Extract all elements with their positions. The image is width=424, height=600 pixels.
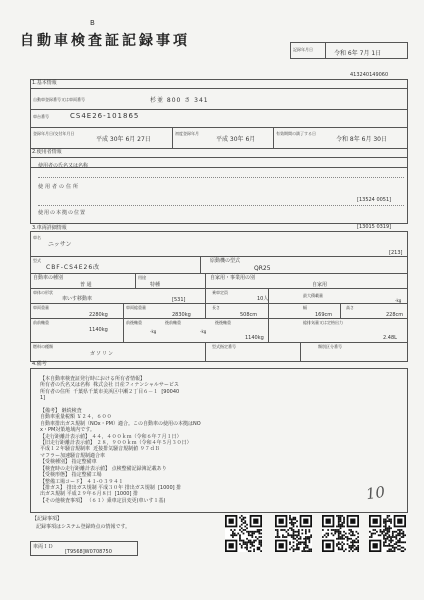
chassis-number-label: 車台番号 xyxy=(33,114,49,119)
max-load-label: 最大積載量 xyxy=(303,293,323,298)
body-shape-code: [531] xyxy=(172,297,186,303)
category-number-label: 型式指定番号 xyxy=(212,344,236,349)
business-type-label: 自家用・事業用の別 xyxy=(210,275,256,281)
remarks-line: 【本自動車検査証発行時における所有者情報】 xyxy=(40,376,146,382)
displacement-value: 2.48L xyxy=(383,335,397,341)
gross-weight-label: 車両総重量 xyxy=(126,305,146,310)
remarks-line: 所有者の住所 千葉県千葉市美浜区中瀬２丁目６－１ [90040 xyxy=(40,388,180,395)
length-label: 長さ xyxy=(212,305,220,310)
vehicle-id-value: [T9568]W0708750 xyxy=(65,549,112,555)
rear-rear-axle-value: 1140kg xyxy=(245,335,264,341)
max-load-value: -kg xyxy=(395,298,402,303)
first-registration-value: 平成 30年 6月 27日 xyxy=(96,136,151,143)
weight-label: 車両重量 xyxy=(33,305,49,310)
section-vehicle-heading: 3.車両詳細情報 xyxy=(32,225,67,231)
body-shape-value: 車いす移動車 xyxy=(62,296,93,302)
remarks-line: 1] xyxy=(40,395,46,402)
remarks-line: 【排ガス】 排出ガス規制 平成３０年 排出ガス規制 [1000] 排 xyxy=(40,484,182,491)
model-label: 型式 xyxy=(33,258,41,263)
engine-value: QR25 xyxy=(254,265,271,272)
first-year-value: 平成 30年 6月 xyxy=(216,136,256,143)
body-shape-label: 車体の形状 xyxy=(33,290,53,295)
capacity-value: 10人 xyxy=(257,296,269,302)
remarks-line: 自動車排出ガス規制（NOx・PM）適合。この自動車の使用の本拠はNO xyxy=(40,420,201,427)
user-name-label: 使用者の氏名又は名称 xyxy=(38,163,89,169)
vehicle-type-label: 自動車の種別 xyxy=(33,275,64,281)
remarks-line: 【旧走行距離計表示値】 ２８，９００ｋｍ（令和４年５月３０日） xyxy=(40,440,192,447)
front-axle-label: 前前軸重 xyxy=(33,320,49,325)
qr-code-2 xyxy=(275,515,312,552)
length-value: 508cm xyxy=(240,312,258,318)
expiry-value: 令和 8年 6月 30日 xyxy=(336,136,387,143)
record-date-label: 記録年月日 xyxy=(293,47,313,52)
rear-front-axle-value: -kg xyxy=(200,329,207,334)
width-value: 169cm xyxy=(315,312,333,318)
rear-front-axle-label: 後前軸重 xyxy=(165,320,181,325)
remarks-line: 出ガス規制 平成２９年６月８日 [1000] 排 xyxy=(40,491,138,498)
user-address-label: 使用者の住所 xyxy=(38,184,81,190)
maker-value: ニッサン xyxy=(48,241,72,248)
document-title: 自動車検査証記録事項 xyxy=(20,33,190,49)
remarks-line: 自動車重量税額 ￥２４，６００ xyxy=(40,414,112,421)
remarks-line: x・PM対策地域内です。 xyxy=(40,427,95,434)
remarks-line: 【受検形態】 指定整備工場 xyxy=(40,472,102,479)
purpose-label: 用途 xyxy=(138,275,146,280)
remarks-line: 【検査時の走行距離計表示値】 点検整備記録簿記載あり xyxy=(40,465,167,472)
base-location-label: 使用の本拠の位置 xyxy=(38,210,87,216)
height-value: 228cm xyxy=(386,312,404,318)
model-value: CBF-CS4E26改 xyxy=(46,264,101,271)
remarks-line: 【整備工場コード】 ４１-０３９４１ xyxy=(40,478,124,485)
remarks-line: 平成１２年騒音規制車 近接排気騒音規制値 ９７ｄＢ xyxy=(40,446,160,453)
vehicle-id-label: 車両ＩＤ xyxy=(33,544,54,550)
business-type-value: 自家用 xyxy=(312,282,328,288)
handwritten-number: 10 xyxy=(364,482,387,504)
registration-number-label: 自動車登録番号又は車両番号 xyxy=(33,97,85,102)
qr-code-3 xyxy=(322,515,359,552)
front-axle-value: 1140kg xyxy=(89,327,108,333)
form-letter: B xyxy=(90,19,95,27)
remarks-line: 所有者の氏名又は名称 株式会社 日産フィナンシャルサービス xyxy=(40,382,179,389)
registration-number-value: 杉並 800 さ 341 xyxy=(150,97,209,104)
chassis-number-value: CS4E26-101865 xyxy=(70,112,140,120)
class-number-label: 類別区分番号 xyxy=(318,344,342,349)
gross-weight-value: 2830kg xyxy=(172,312,191,318)
record-date-value: 令和 6年 7月 1日 xyxy=(334,50,382,57)
remarks-line: 【受検種別】 指定整備車 xyxy=(40,459,97,466)
qr-code-1 xyxy=(225,515,262,552)
fuel-value: ガソリン xyxy=(90,351,115,357)
section-remarks-heading: 4.備考 xyxy=(32,361,47,367)
vehicle-type-value: 普 通 xyxy=(80,282,92,288)
purpose-value: 特種 xyxy=(150,282,161,288)
section-basic-heading: 1.基本情報 xyxy=(32,80,57,86)
engine-label: 原動機の型式 xyxy=(210,258,241,264)
footer-note-title: 【記録事項】 xyxy=(32,516,63,522)
displacement-label: 総排気量又は定格出力 xyxy=(303,320,343,325)
front-rear-axle-label: 前後軸重 xyxy=(126,320,142,325)
user-info-section xyxy=(30,148,408,224)
first-registration-label: 登録年月日/交付年月日 xyxy=(33,131,75,136)
section-user-heading: 2.使用者情報 xyxy=(32,149,62,155)
remarks-line: マフラー加速騒音規制適合車 xyxy=(40,452,106,459)
first-year-label: 初度登録年月 xyxy=(175,131,199,136)
rear-rear-axle-label: 後後軸重 xyxy=(215,320,231,325)
document-number: 413240149060 xyxy=(350,72,389,78)
width-label: 幅 xyxy=(303,305,307,310)
remarks-line: 【その他検査事項】 （６１）乗車定員変更(車いす１基) xyxy=(40,497,166,504)
remarks-line: 【走行距離計表示値】 ４４，４００ｋｍ（令和６年７月１日） xyxy=(40,433,182,440)
maker-code: [213] xyxy=(389,250,403,256)
fuel-label: 燃料の種類 xyxy=(33,344,53,349)
capacity-label: 乗車定員 xyxy=(212,290,228,295)
expiry-label: 有効期間の満了する日 xyxy=(276,131,316,136)
base-location-code: [13015 0319] xyxy=(357,224,392,230)
remarks-text xyxy=(40,376,201,504)
qr-code-4 xyxy=(369,515,406,552)
front-rear-axle-value: -kg xyxy=(150,329,157,334)
user-address-code: [13524 0051] xyxy=(357,197,392,203)
footer-note-text: 記録事項はシステム登録時点の情報です。 xyxy=(36,524,131,530)
height-label: 高さ xyxy=(346,305,354,310)
remarks-line: 【備考】 継続検査 xyxy=(40,408,82,415)
weight-value: 2280kg xyxy=(89,312,108,318)
maker-label: 車名 xyxy=(33,235,41,240)
